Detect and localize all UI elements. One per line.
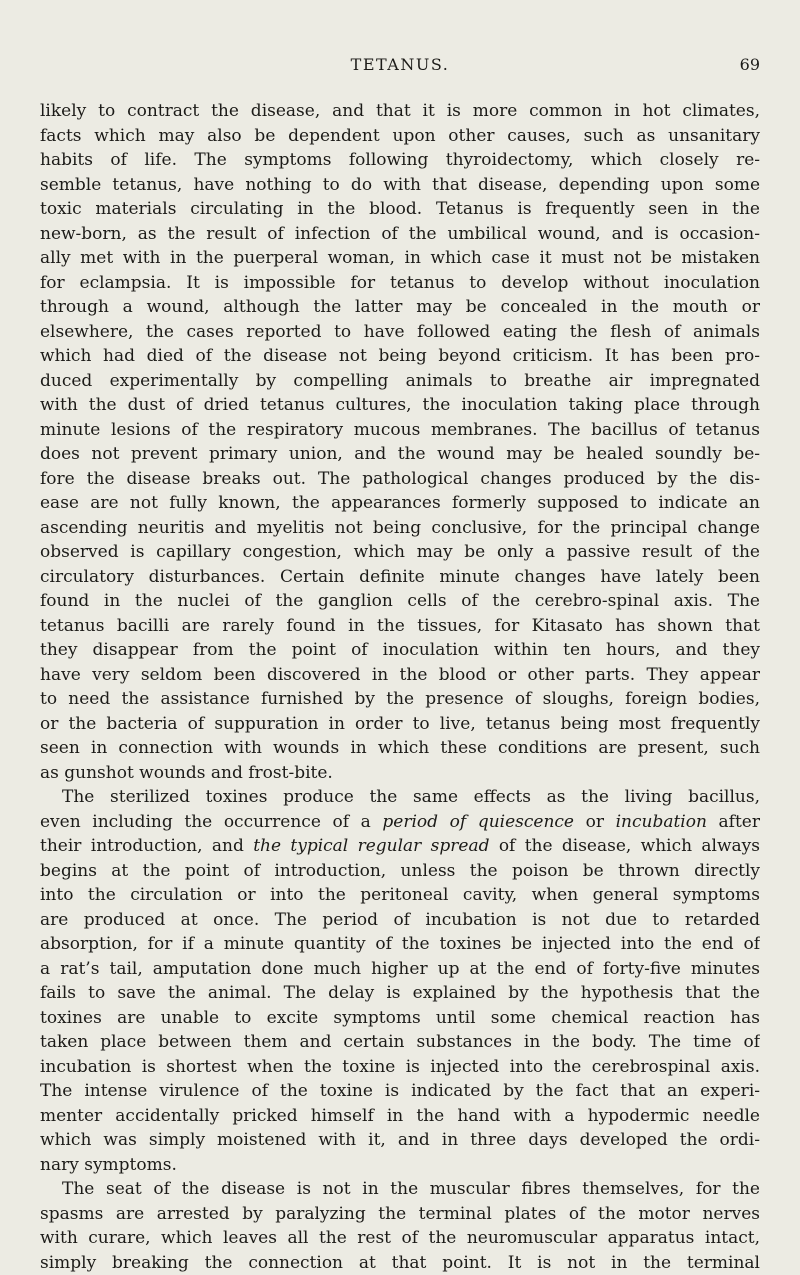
text-line: incubation is shortest when the toxine is injected into the cerebrospinal axis. — [40, 1055, 760, 1080]
text-run: after — [707, 812, 760, 832]
text-line: new-born, as the result of infection of the umbilical wound, and is occasion- — [40, 222, 760, 247]
text-line: duced experimentally by compelling animals to breathe air impregnated — [40, 369, 760, 394]
text-line: ascending neuritis and myelitis not being conclusive, for the principal change — [40, 516, 760, 541]
text-line: semble tetanus, have nothing to do with that disease, depending upon some — [40, 173, 760, 198]
text-line: fore the disease breaks out. The pathological changes produced by the dis- — [40, 467, 760, 492]
text-line: The sterilized toxines produce the same effects as the living bacillus, — [40, 785, 760, 810]
text-run: their introduction, and — [40, 836, 253, 856]
text-line: as gunshot wounds and frost-bite. — [40, 761, 760, 786]
text-line: minute lesions of the respiratory mucous membranes. The bacillus of tetanus — [40, 418, 760, 443]
text-line: ease are not fully known, the appearances formerly supposed to indicate an — [40, 491, 760, 516]
text-line: habits of life. The symptoms following thyroidectomy, which closely re- — [40, 148, 760, 173]
text-line: which was simply moistened with it, and in three days developed the ordi- — [40, 1128, 760, 1153]
text-line: a rat’s tail, amputation done much higher up at the end of forty-five minutes — [40, 957, 760, 982]
text-line: spasms are arrested by paralyzing the terminal plates of the motor nerves — [40, 1202, 760, 1227]
text-line: toxines are unable to excite symptoms until some chemical reaction has — [40, 1006, 760, 1031]
text-line: taken place between them and certain substances in the body. The time of — [40, 1030, 760, 1055]
text-line: circulatory disturbances. Certain definite minute changes have lately been — [40, 565, 760, 590]
text-line: ally met with in the puerperal woman, in which case it must not be mistaken — [40, 246, 760, 271]
italic-term: period of quiescence — [382, 812, 574, 832]
text-line: toxic materials circulating in the blood. Tetanus is frequently seen in the — [40, 197, 760, 222]
text-line: observed is capillary congestion, which may be only a passive result of the — [40, 540, 760, 565]
text-run: or — [574, 812, 616, 832]
text-line: found in the nuclei of the ganglion cells of the cerebro-spinal axis. The — [40, 589, 760, 614]
running-head-title: TETANUS. — [40, 55, 760, 74]
text-line: into the circulation or into the peritoneal cavity, when general symptoms — [40, 883, 760, 908]
text-line: with the dust of dried tetanus cultures, the inoculation taking place through — [40, 393, 760, 418]
text-run: even including the occurrence of a — [40, 812, 382, 832]
page-number: 69 — [740, 55, 760, 74]
text-line: tetanus bacilli are rarely found in the tissues, for Kitasato has shown that — [40, 614, 760, 639]
text-line: The seat of the disease is not in the muscular fibres themselves, for the — [40, 1177, 760, 1202]
text-line: absorption, for if a minute quantity of the toxines be injected into the end of — [40, 932, 760, 957]
text-line: are produced at once. The period of incubation is not due to retarded — [40, 908, 760, 933]
running-head — [40, 55, 760, 75]
text-line: does not prevent primary union, and the wound may be healed soundly be- — [40, 442, 760, 467]
text-line: they disappear from the point of inoculation within ten hours, and they — [40, 638, 760, 663]
text-line: elsewhere, the cases reported to have followed eating the flesh of animals — [40, 320, 760, 345]
text-line: likely to contract the disease, and that it is more common in hot climates, — [40, 99, 760, 124]
text-line: to need the assistance furnished by the presence of sloughs, foreign bodies, — [40, 687, 760, 712]
text-line: facts which may also be dependent upon other causes, such as unsanitary — [40, 124, 760, 149]
text-line: seen in connection with wounds in which these conditions are present, such — [40, 736, 760, 761]
text-line: or the bacteria of suppuration in order to live, tetanus being most frequently — [40, 712, 760, 737]
italic-term: the typical regular spread — [253, 836, 489, 856]
text-line: have very seldom been discovered in the blood or other parts. They appear — [40, 663, 760, 688]
text-line: simply breaking the connection at that point. It is not in the terminal — [40, 1251, 760, 1275]
text-line-mixed — [40, 834, 760, 859]
text-line: fails to save the animal. The delay is explained by the hypothesis that the — [40, 981, 760, 1006]
text-line: begins at the point of introduction, unless the poison be thrown directly — [40, 859, 760, 884]
text-line: The intense virulence of the toxine is indicated by the fact that an experi- — [40, 1079, 760, 1104]
text-line: with curare, which leaves all the rest of the neuromuscular apparatus intact, — [40, 1226, 760, 1251]
text-line: nary symptoms. — [40, 1153, 760, 1178]
text-line: menter accidentally pricked himself in the hand with a hypodermic needle — [40, 1104, 760, 1129]
text-line: for eclampsia. It is impossible for tetanus to develop without inoculation — [40, 271, 760, 296]
text-line: which had died of the disease not being beyond criticism. It has been pro- — [40, 344, 760, 369]
text-line-mixed — [40, 810, 760, 835]
text-run: of the disease, which always — [489, 836, 760, 856]
text-line: through a wound, although the latter may be concealed in the mouth or — [40, 295, 760, 320]
italic-term: incubation — [616, 812, 707, 832]
body-text — [40, 99, 760, 1275]
